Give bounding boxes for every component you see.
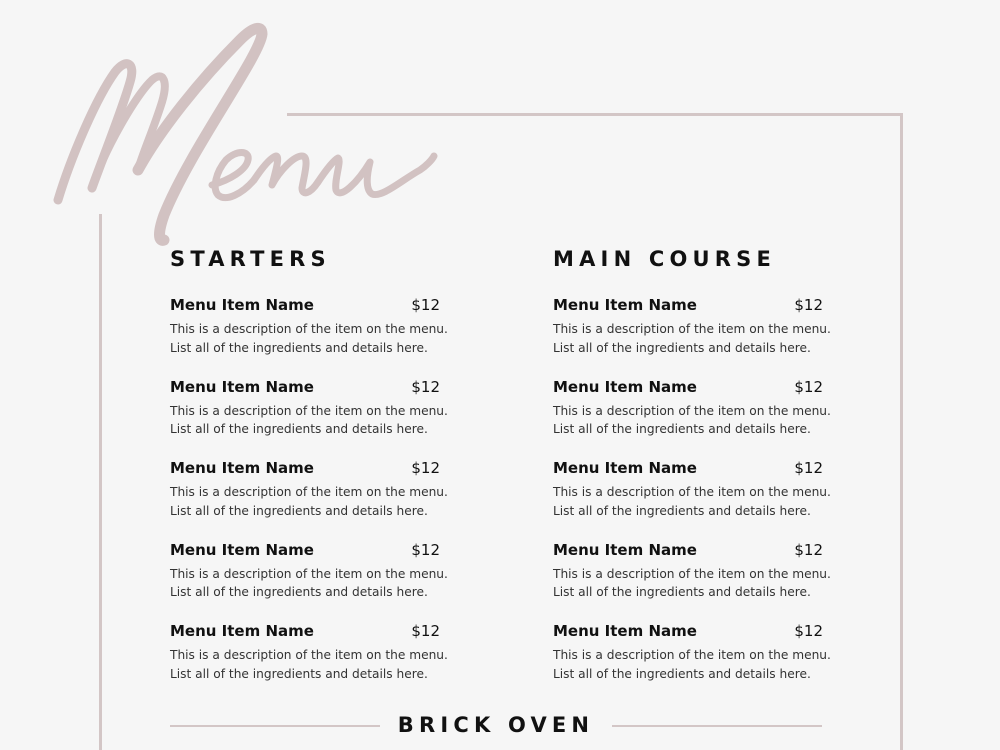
menu-item-price: $12 xyxy=(411,540,440,559)
menu-item-description xyxy=(553,565,843,602)
menu-item-description-line: List all of the ingredients and details here. xyxy=(170,666,428,681)
menu-item-name: Menu Item Name xyxy=(170,459,314,477)
menu-item-price: $12 xyxy=(794,459,823,477)
menu-item-description-line: List all of the ingredients and details here. xyxy=(553,666,811,681)
menu-item-description xyxy=(170,646,460,683)
menu-item-name: Menu Item Name xyxy=(170,296,314,314)
menu-item-name: Menu Item Name xyxy=(553,622,697,640)
menu-item-description-line: This is a description of the item on the menu. xyxy=(553,566,831,581)
menu-item-description-line: List all of the ingredients and details here. xyxy=(170,503,428,518)
section-heading: BRICK OVEN xyxy=(397,713,595,737)
menu-item-description-line: This is a description of the item on the menu. xyxy=(553,648,831,662)
menu-item-price: $12 xyxy=(411,622,440,640)
menu-item-price: $12 xyxy=(411,377,440,396)
menu-item-description-line: List all of the ingredients and details here. xyxy=(553,585,811,599)
menu-item-description xyxy=(170,320,460,357)
menu-item-description-line: This is a description of the item on the menu. xyxy=(170,485,448,499)
menu-item-description-line: This is a description of the item on the menu. xyxy=(553,485,831,499)
menu-item-description-line: List all of the ingredients and details here. xyxy=(553,422,811,436)
main-course-section xyxy=(553,244,831,702)
menu-item-price: $12 xyxy=(794,622,823,640)
menu-item-name: Menu Item Name xyxy=(553,459,697,477)
menu-item-description xyxy=(553,402,843,439)
menu-item-price: $12 xyxy=(411,296,440,314)
menu-item-description xyxy=(170,402,460,439)
menu-item-name: Menu Item Name xyxy=(553,377,697,396)
menu-item-description-line: This is a description of the item on the menu. xyxy=(170,322,448,336)
menu-item-price: $12 xyxy=(794,540,823,559)
menu-item xyxy=(170,294,448,376)
menu-item-description xyxy=(170,483,460,520)
menu-item-name: Menu Item Name xyxy=(170,540,314,559)
divider-line xyxy=(612,725,822,727)
menu-item xyxy=(553,539,831,621)
menu-item-description-line: This is a description of the item on the menu. xyxy=(553,403,831,418)
menu-item-description-line: List all of the ingredients and details here. xyxy=(170,340,428,355)
menu-item-name: Menu Item Name xyxy=(170,377,314,396)
menu-item xyxy=(553,376,831,458)
menu-item xyxy=(553,294,831,376)
menu-item xyxy=(170,539,448,621)
section-heading: STARTERS xyxy=(170,247,331,271)
brick-oven-section-header xyxy=(170,710,822,740)
menu-item-description xyxy=(553,320,843,357)
frame-border-left xyxy=(99,214,102,750)
menu-item-name: Menu Item Name xyxy=(553,540,697,559)
menu-item-description-line: This is a description of the item on the menu. xyxy=(170,566,448,581)
menu-item xyxy=(170,620,448,702)
menu-item-name: Menu Item Name xyxy=(553,296,697,314)
menu-item-name: Menu Item Name xyxy=(170,622,314,640)
menu-item-description-line: List all of the ingredients and details here. xyxy=(170,585,428,599)
menu-item xyxy=(553,620,831,702)
menu-item-price: $12 xyxy=(794,377,823,396)
menu-items-list xyxy=(553,294,831,702)
menu-item-description-line: List all of the ingredients and details here. xyxy=(170,422,428,436)
menu-item-description xyxy=(170,565,460,602)
menu-item-description-line: List all of the ingredients and details here. xyxy=(553,340,811,355)
menu-item xyxy=(170,376,448,458)
divider-line xyxy=(170,725,380,727)
menu-item-price: $12 xyxy=(411,459,440,477)
menu-items-list xyxy=(170,294,448,702)
starters-section xyxy=(170,244,448,702)
menu-item-description-line: This is a description of the item on the menu. xyxy=(553,322,831,336)
menu-item-description-line: This is a description of the item on the menu. xyxy=(170,648,448,662)
menu-item-description-line: This is a description of the item on the menu. xyxy=(170,403,448,418)
section-heading: MAIN COURSE xyxy=(553,247,777,271)
menu-item-description-line: List all of the ingredients and details here. xyxy=(553,503,811,518)
menu-item-price: $12 xyxy=(794,296,823,314)
menu-item-description xyxy=(553,646,843,683)
menu-item-description xyxy=(553,483,843,520)
menu-title-script xyxy=(40,10,460,260)
menu-item xyxy=(170,457,448,539)
frame-border-right xyxy=(900,113,903,750)
menu-item xyxy=(553,457,831,539)
